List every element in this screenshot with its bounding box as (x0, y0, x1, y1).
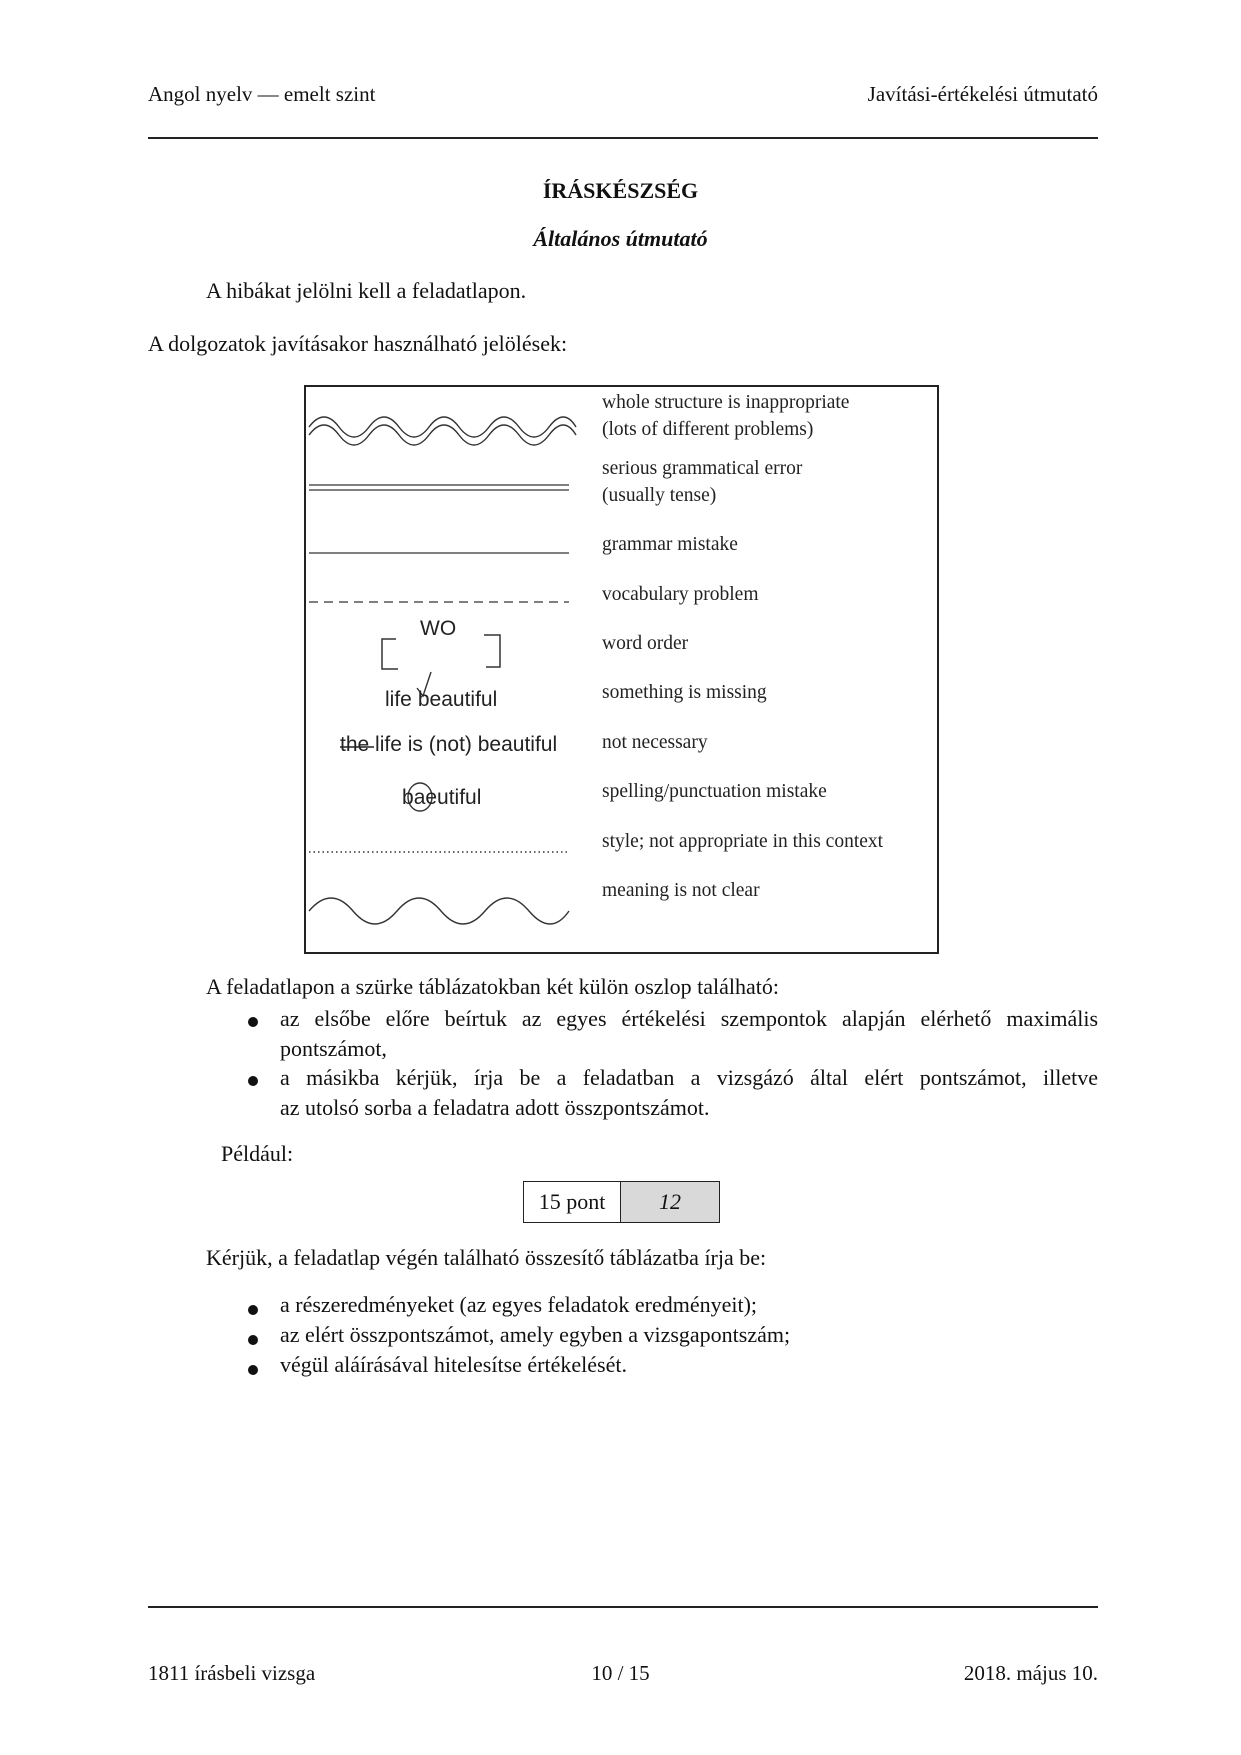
legend-label-word-order: word order (602, 633, 689, 654)
header-subject: Angol nyelv — emelt szint (148, 82, 376, 106)
struck-word: the (340, 733, 370, 756)
header-rule (148, 137, 1098, 139)
columns-bullet-2: a másikba kérjük, írja be a feladatban a vizsgázó által elért pontszámot, illetve az utolsó sorba a feladatra adott összpontszámot. (280, 1065, 1098, 1120)
page-title: ÍRÁSKÉSZSÉG (542, 178, 699, 203)
something-missing-example: life beautiful (385, 688, 498, 711)
summary-intro: Kérjük, a feladatlap végén található összesítő táblázatba írja be: (206, 1245, 767, 1270)
bullet-dot (248, 1017, 258, 1027)
achieved-points-cell: 12 (621, 1182, 720, 1223)
footer-date: 2018. május 10. (963, 1661, 1098, 1685)
header-doc-type: Javítási-értékelési útmutató (867, 82, 1098, 106)
legend-label-grammar: grammar mistake (602, 534, 738, 555)
legend-intro: A dolgozatok javításakor használható jelölések: (148, 331, 568, 356)
max-points-cell: 15 pont (524, 1182, 621, 1223)
spelling-example: baeutiful (402, 786, 482, 809)
footer-exam-code: 1811 írásbeli vizsga (148, 1661, 316, 1685)
double-line-symbol (309, 485, 569, 490)
double-wavy-line-symbol (309, 417, 576, 445)
columns-intro: A feladatlapon a szürke táblázatokban két külön oszlop található: (206, 974, 780, 999)
legend-label-whole-structure: whole structure is inappropriate (lots of different problems) (602, 392, 850, 440)
not-necessary-example: the life is (not) beautiful (340, 733, 558, 756)
bullet-dot (248, 1335, 258, 1345)
bullet-dot (248, 1365, 258, 1375)
legend-label-serious-grammar: serious grammatical error (usually tense) (602, 458, 803, 506)
legend-label-vocabulary: vocabulary problem (602, 584, 759, 605)
intro-text: A hibákat jelölni kell a feladatlapon. (206, 278, 527, 303)
score-example-table (523, 1181, 720, 1223)
summary-bullet-1: a részeredményeket (az egyes feladatok eredményeit); (280, 1292, 758, 1317)
legend-label-spelling: spelling/punctuation mistake (602, 781, 827, 802)
summary-bullet-3: végül aláírásával hitelesítse értékelését. (280, 1352, 627, 1377)
wavy-line-symbol (309, 898, 569, 924)
legend-label-meaning: meaning is not clear (602, 880, 760, 901)
example-label: Például: (221, 1141, 294, 1166)
columns-bullet-1: az elsőbe előre beírtuk az egyes értékelési szempontok alapján elérhető maximális pontszámot, (280, 1006, 1098, 1061)
page-subtitle: Általános útmutató (533, 226, 708, 251)
summary-bullet-2: az elért összpontszámot, amely egyben a vizsgapontszám; (280, 1322, 791, 1347)
footer-rule (148, 1606, 1098, 1608)
bullet-dot (248, 1305, 258, 1315)
legend-label-not-necessary: not necessary (602, 732, 708, 753)
word-order-example: WO (420, 617, 457, 640)
legend-label-missing: something is missing (602, 682, 767, 703)
bullet-dot (248, 1076, 258, 1086)
legend-symbols (304, 385, 604, 954)
page-number: 10 / 15 (591, 1661, 650, 1685)
legend-label-style: style; not appropriate in this context (602, 831, 884, 852)
